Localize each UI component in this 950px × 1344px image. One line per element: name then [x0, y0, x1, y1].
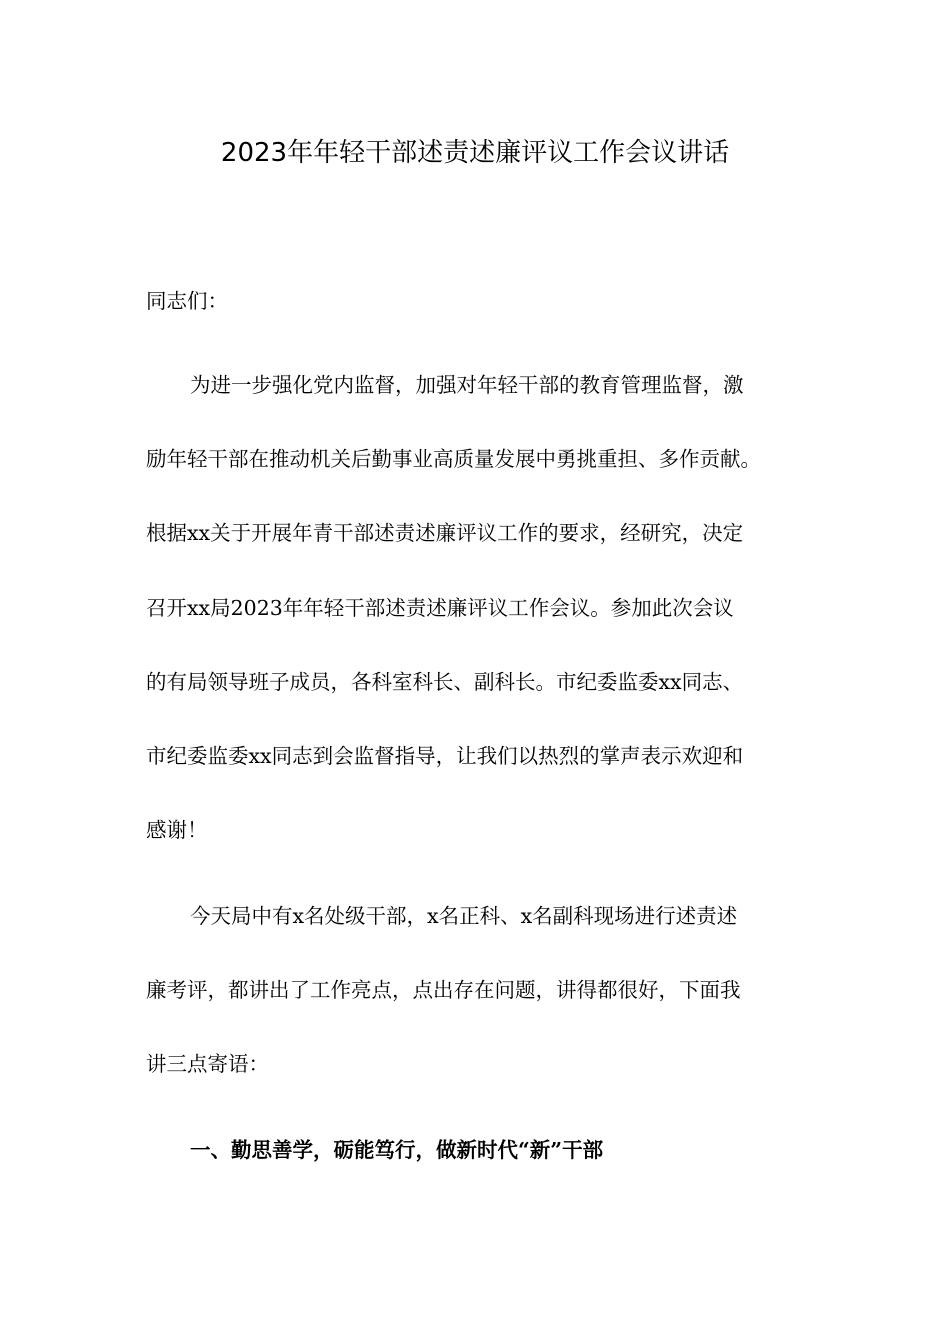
document-title: 2023年年轻干部述责述廉评议工作会议讲话 [220, 138, 730, 168]
paragraph-1-line-3: 根据xx关于开展年青干部述责述廉评议工作的要求，经研究，决定 [146, 521, 744, 545]
salutation: 同志们： [146, 289, 228, 313]
paragraph-1-line-4: 召开xx局2023年年轻干部述责述廉评议工作会议。参加此次会议 [146, 596, 734, 620]
paragraph-1-line-1: 为进一步强化党内监督，加强对年轻干部的教育管理监督，激 [190, 373, 744, 397]
section-heading: 一、勤思善学，砺能笃行，做新时代“新”干部 [190, 1138, 604, 1162]
paragraph-1-line-6: 市纪委监委xx同志到会监督指导，让我们以热烈的掌声表示欢迎和 [146, 744, 744, 768]
paragraph-1-line-7: 感谢！ [146, 818, 208, 842]
paragraph-1-line-5: 的有局领导班子成员，各科室科长、副科长。市纪委监委xx同志、 [146, 670, 744, 694]
paragraph-1-line-2: 励年轻干部在推动机关后勤事业高质量发展中勇挑重担、多作贡献。 [146, 447, 761, 471]
paragraph-2-line-3: 讲三点寄语： [146, 1052, 269, 1076]
paragraph-2-line-2: 廉考评，都讲出了工作亮点，点出存在问题，讲得都很好，下面我 [146, 978, 741, 1002]
paragraph-2-line-1: 今天局中有x名处级干部，x名正科、x名副科现场进行述责述 [190, 904, 738, 928]
